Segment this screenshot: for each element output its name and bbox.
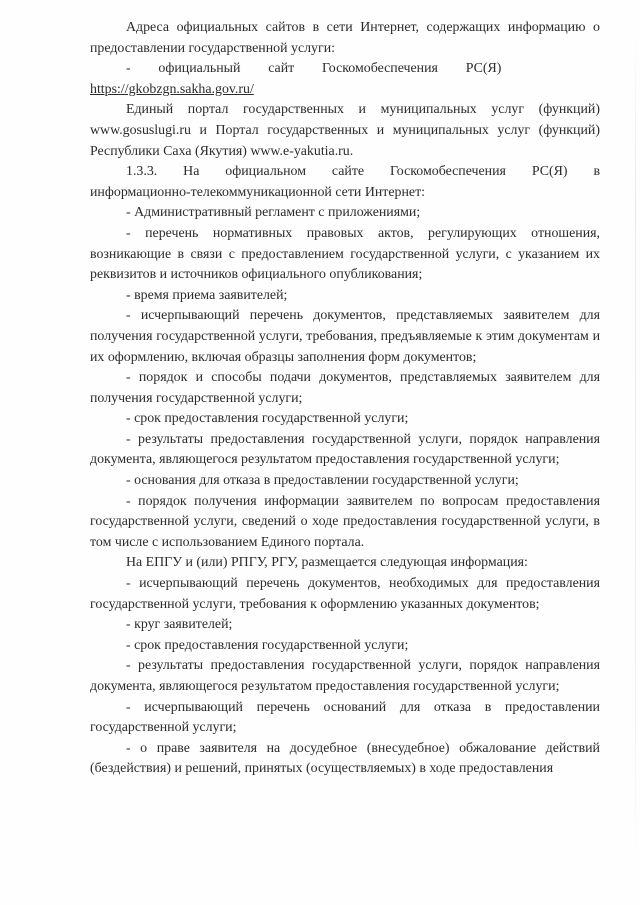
paragraph-websites-intro: Адреса официальных сайтов в сети Интернет, содержащих информацию о предоставлении государственной услуги:	[90, 20, 600, 56]
paragraph-unified-portal: Единый портал государственных и муниципальных услуг (функций) www.gosuslugi.ru и Портал государственных и муниципальных услуг (функций) Республики Саха (Якутия) www.e-yakutia.ru.	[90, 102, 600, 159]
list-item-applicants-circle: - круг заявителей;	[126, 617, 233, 633]
list-item-regulation: - Административный регламент с приложениями;	[126, 205, 421, 221]
paragraph-section-1-3-3: 1.3.3. На официальном сайте Госкомобеспечения РС(Я) в информационно-телекоммуникационной сети Интернет:	[90, 164, 604, 200]
list-item-service-results-2: - результаты предоставления государственной услуги, порядок направления документа, являющегося результатом предоставления государственной услуги;	[90, 658, 600, 694]
list-item-appeal-right: - о праве заявителя на досудебное (внесудебное) обжалование действий (бездействия) и решений, принятых (осуществляемых) в ходе предоставления	[90, 740, 600, 777]
official-site-link[interactable]: https://gkobzgn.sakha.gov.ru/	[90, 81, 254, 97]
paragraph-official-site-link	[90, 80, 600, 101]
list-item-legal-acts: - перечень нормативных правовых актов, регулирующих отношения, возникающие в связи с предоставлением государственной услуги, с указанием их реквизитов и источников официального опубликования;	[90, 225, 600, 283]
scan-edge-shadow	[635, 30, 636, 870]
list-item-information-procedure: - порядок получения информации заявителем по вопросам предоставления государственной услуги, сведений о ходе предоставления государственной услуги, в том числе с использованием Единого портала.	[90, 493, 600, 550]
list-item-refusal-grounds: - основания для отказа в предоставлении государственной услуги;	[126, 473, 519, 489]
paragraph-official-site-label: - официальный сайт Госкомобеспечения РС(Я)	[126, 61, 502, 77]
list-item-required-documents: - исчерпывающий перечень документов, необходимых для предоставления государственной услуги, требования к оформлению указанных документов;	[90, 576, 600, 612]
list-item-refusal-grounds-2: - исчерпывающий перечень оснований для отказа в предоставлении государственной услуги;	[90, 699, 600, 736]
list-item-documents-list: - исчерпывающий перечень документов, представляемых заявителем для получения государственной услуги, требования, предъявляемые к этим документам и их оформлению, включая образцы заполнения форм документов;	[90, 308, 600, 365]
document-body	[90, 18, 604, 780]
list-item-submission-methods: - порядок и способы подачи документов, представляемых заявителем для получения государственной услуги;	[90, 370, 600, 406]
list-item-service-term: - срок предоставления государственной услуги;	[126, 411, 409, 427]
list-item-reception-time: - время приема заявителей;	[126, 287, 288, 303]
paragraph-portal-info-intro: На ЕПГУ и (или) РПГУ, РГУ, размещается следующая информация:	[126, 555, 528, 571]
list-item-service-term-2: - срок предоставления государственной услуги;	[126, 637, 409, 653]
list-item-service-results: - результаты предоставления государственной услуги, порядок направления документа, являющегося результатом предоставления государственной услуги;	[90, 431, 600, 468]
